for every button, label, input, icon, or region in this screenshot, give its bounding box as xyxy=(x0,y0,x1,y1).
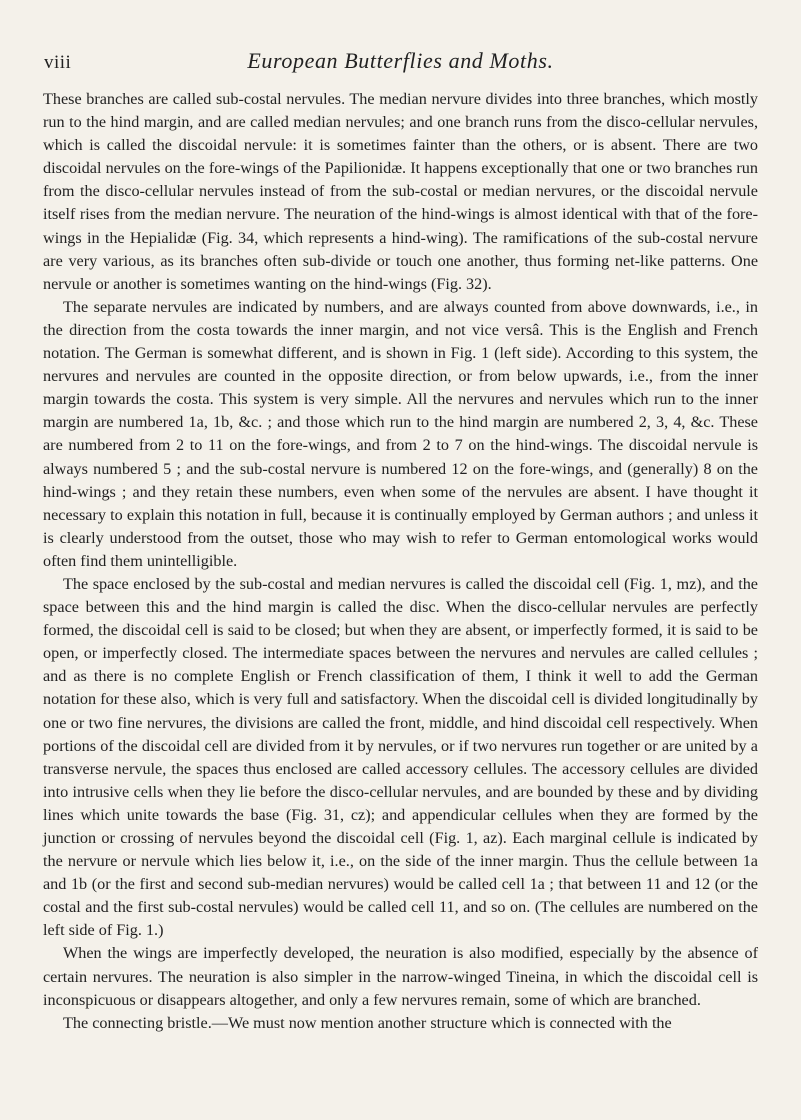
paragraph: The space enclosed by the sub-costal and median nervures is called the discoidal cell (Fig. 1, mz), and the space between this and the hind margin is called the disc. When the disco-cellular nervules are perfectly formed, the discoidal cell is said to be closed; but when they are absent, or imperfectly formed, it is said to be open, or imperfectly closed. The intermediate spaces between the nervures and nervules are called cellules ; and as there is no complete English or French classification of them, I think it well to add the German notation for these also, which is very full and satisfactory. When the discoidal cell is divided longitudinally by one or two fine nervures, the divisions are called the front, middle, and hind discoidal cell respectively. When portions of the discoidal cell are divided from it by nervules, or if two nervures run together or are united by a transverse nervule, the spaces thus enclosed are called accessory cellules. The accessory cellules are divided into intrusive cells when they lie before the disco-cellular nervules, and are bounded by these and by dividing lines which unite towards the base (Fig. 31, cz); and appendicular cellules when they are formed by the junction or crossing of nervules beyond the discoidal cell (Fig. 1, az). Each marginal cellule is indicated by the nervure or nervule which lies below it, i.e., on the side of the inner margin. Thus the cellule between 1a and 1b (or the first and second sub-median nervures) would be called cell 1a ; that between 11 and 12 (or the costal and the first sub-costal nervules) would be called cell 11, and so on. (The cellules are numbered on the left side of Fig. 1.) xyxy=(43,574,758,940)
page-number: viii xyxy=(44,52,72,73)
paragraph: The connecting bristle.—We must now mention another structure which is connected with the xyxy=(63,1013,672,1032)
paragraph: When the wings are imperfectly developed, the neuration is also modified, especially by the absence of certain nervures. The neuration is also simpler in the narrow-winged Tineina, in which the discoidal cell is inconspicuous or disappears altogether, and only a few nervures remain, some of which are branched. xyxy=(43,944,758,1009)
running-title: European Butterflies and Moths. xyxy=(247,48,554,73)
body-text xyxy=(43,88,758,1035)
paragraph: These branches are called sub-costal nervules. The median nervure divides into three branches, which mostly run to the hind margin, and are called median nervules; and one branch runs from the disco-cellular nervules, which is called the discoidal nervule: it is sometimes fainter than the others, or is absent. There are two discoidal nervules on the fore-wings of the Papilionidæ. It happens exceptionally that one or two branches run from the disco-cellular nervules instead of from the sub-costal or median nervures, or the discoidal nervule itself rises from the median nervure. The neuration of the hind-wings is almost identical with that of the fore-wings in the Hepialidæ (Fig. 34, which represents a hind-wing). The ramifications of the sub-costal nervure are very various, as its branches often sub-divide or touch one another, thus forming net-like patterns. One nervule or another is sometimes wanting on the hind-wings (Fig. 32). xyxy=(43,90,758,293)
paragraph: The separate nervules are indicated by numbers, and are always counted from above downwards, i.e., in the direction from the costa towards the inner margin, and not vice versâ. This is the English and French notation. The German is somewhat different, and is shown in Fig. 1 (left side). According to this system, the nervures and nervules are counted in the opposite direction, or from below upwards, i.e., from the inner margin towards the costa. This system is very simple. All the nervures and nervules which run to the inner margin are numbered 1a, 1b, &c. ; and those which run to the hind margin are numbered 2, 3, 4, &c. These are numbered from 2 to 11 on the fore-wings, and from 2 to 7 on the hind-wings. The discoidal nervule is always numbered 5 ; and the sub-costal nervure is numbered 12 on the fore-wings, and (generally) 8 on the hind-wings ; and they retain these numbers, even when some of the nervules are absent. I have thought it necessary to explain this notation in full, because it is continually employed by German authors ; and unless it is clearly understood from the outset, those who may wish to refer to German entomological works would often find them unintelligible. xyxy=(43,297,758,570)
